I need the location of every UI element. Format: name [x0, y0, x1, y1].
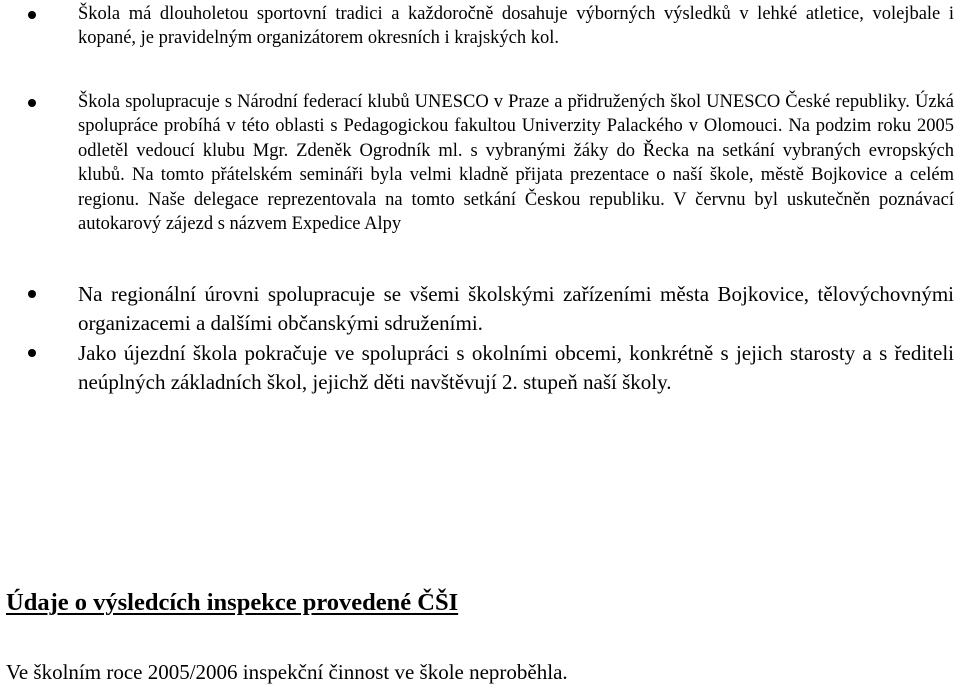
bullet-icon — [28, 11, 36, 19]
list-item-text: Škola má dlouholetou sportovní tradici a každoročně dosahuje výborných výsledků v lehké atletice, volejbale i kopané, je pravidelným organizátorem okresních i krajských kol. — [78, 4, 954, 49]
list-item-text: Na regionální úrovni spolupracuje se všemi školskými zařízeními města Bojkovice, tělovýchovnými organizacemi a dalšími občanskými sdruženími. — [78, 282, 954, 335]
list-item — [0, 339, 960, 396]
list-item-text: Jako újezdní škola pokračuje ve spolupráci s okolními obcemi, konkrétně s jejich starosty a s řediteli neúplných základních škol, jejichž děti navštěvují 2. stupeň naší školy. — [78, 341, 954, 394]
section-heading: Údaje o výsledcích inspekce provedené ČŠI — [6, 589, 459, 616]
list-item — [0, 2, 960, 51]
list-item — [0, 90, 960, 236]
inspection-note: Ve školním roce 2005/2006 inspekční činnost ve škole neproběhla. — [6, 660, 568, 684]
list-item-text: Škola spolupracuje s Národní federací klubů UNESCO v Praze a přidružených škol UNESCO České republiky. Úzká spolupráce probíhá v této oblasti s Pedagogickou fakultou Univerzity Palackého v Olomouci. Na podzim roku 2005 odletěl vedoucí klubu Mgr. Zdeněk Ogrodník ml. s vybranými žáky do Řecka na setkání vybraných evropských klubů. Na tomto přátelském semináři byla velmi kladně přijata prezentace o naší škole, městě Bojkovice a celém regionu. Naše delegace reprezentovala na tomto setkání Českou republiku. V červnu byl uskutečněn poznávací autokarový zájezd s názvem Expedice Alpy — [78, 92, 954, 235]
bullet-icon — [28, 290, 36, 298]
list-item — [0, 280, 960, 337]
bullet-icon — [28, 99, 36, 107]
bullet-icon — [28, 349, 36, 357]
